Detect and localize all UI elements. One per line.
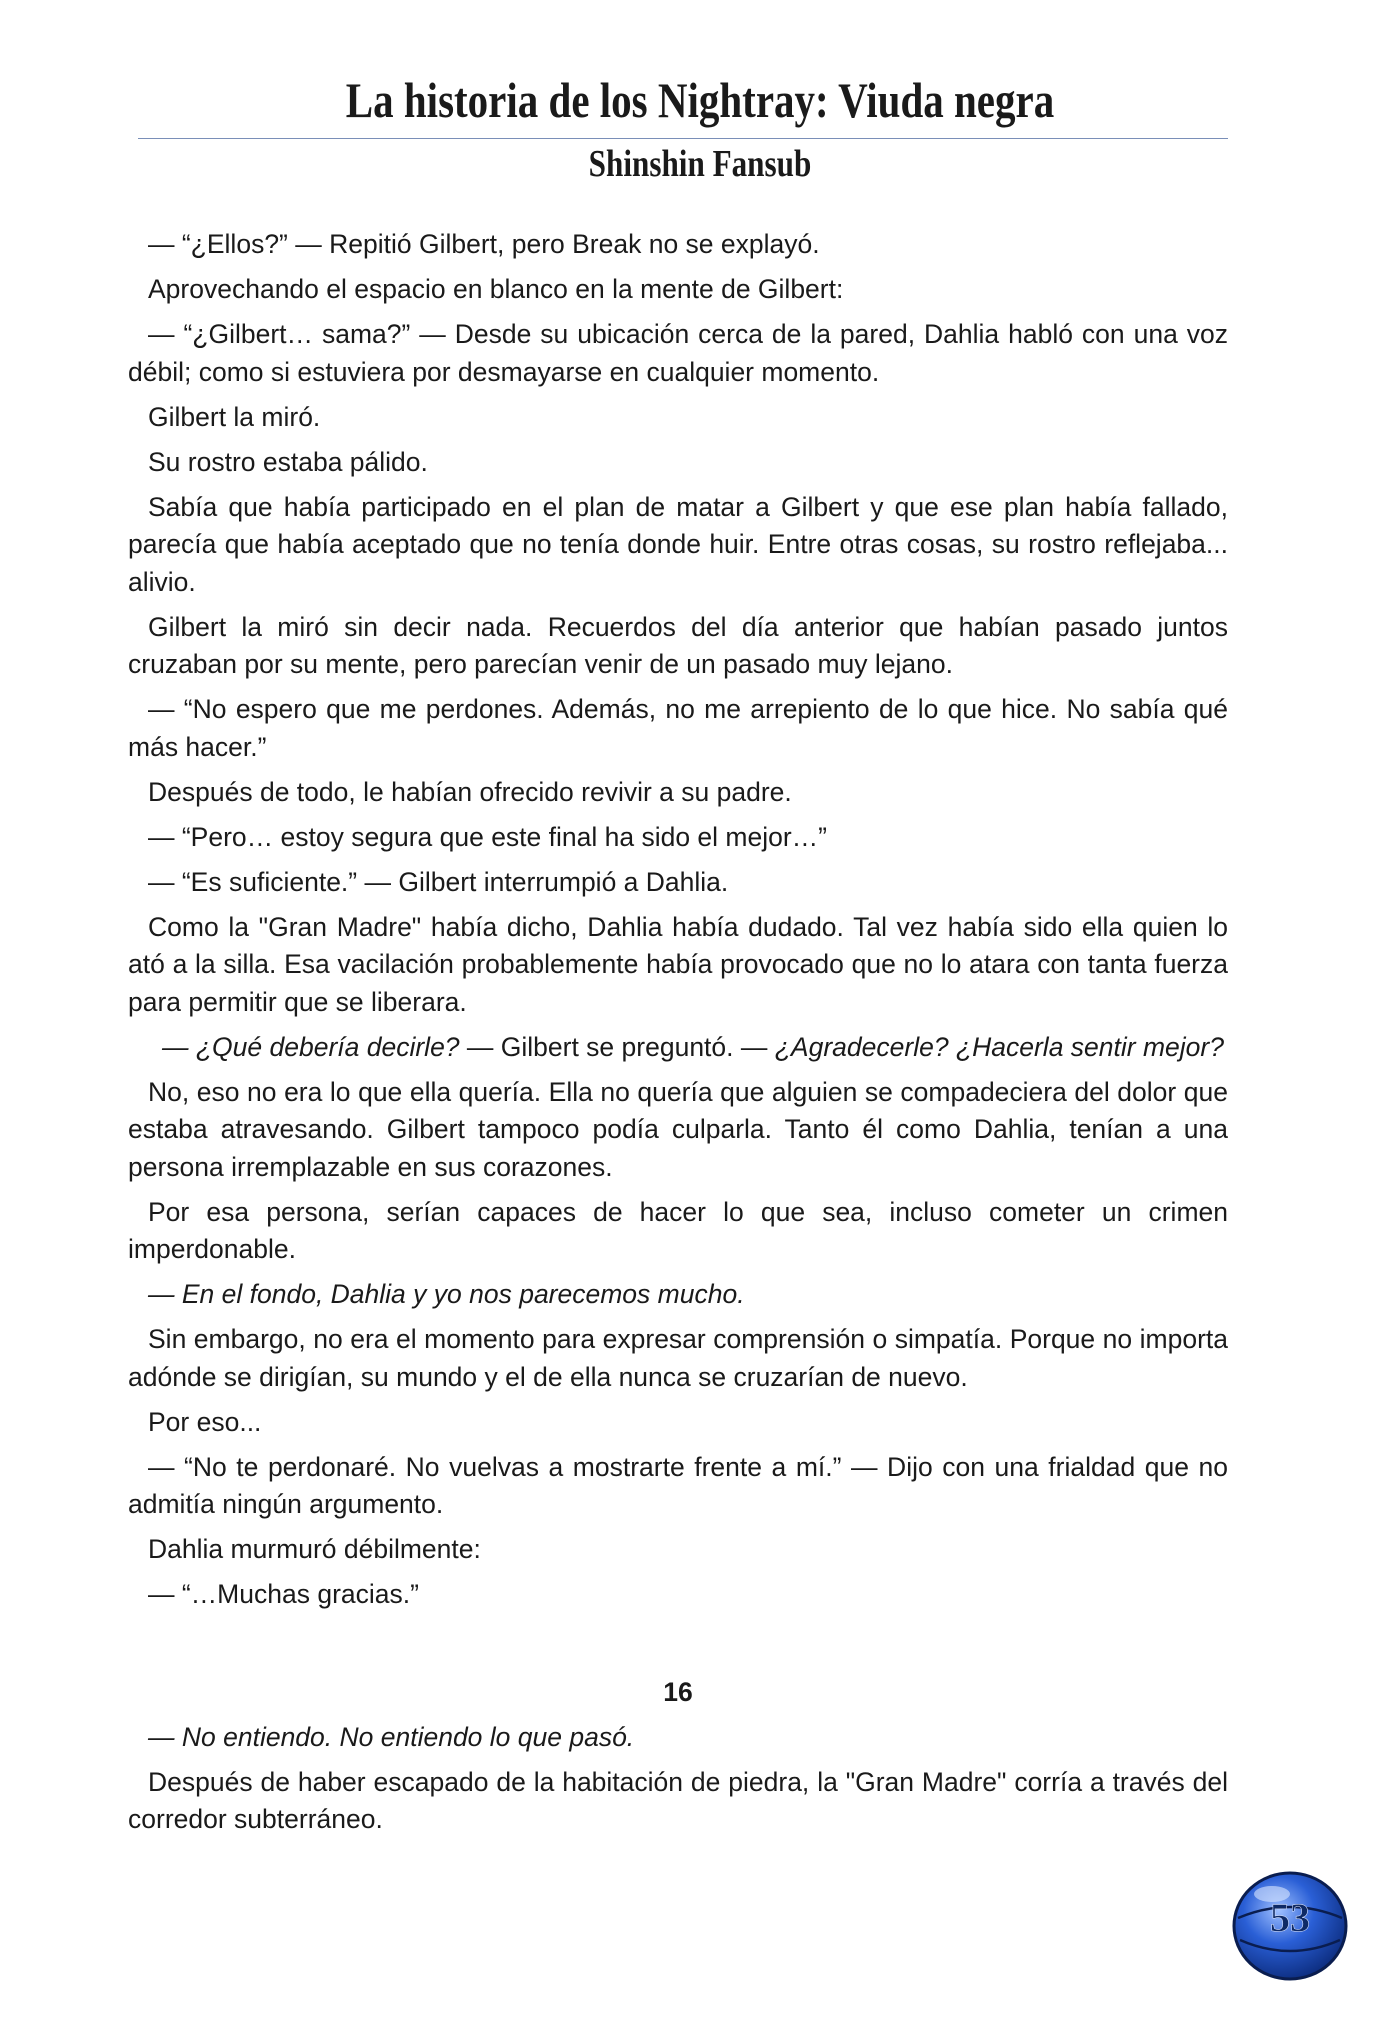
fansub-credit: Shinshin Fansub: [588, 143, 812, 185]
paragraph: Como la "Gran Madre" había dicho, Dahlia había dudado. Tal vez había sido ella quien lo ató a la silla. Esa vacilación probablemente había provocado que no lo atara con tanta fuerza para permitir que se liberara.: [128, 911, 1228, 1017]
paragraph: — “No espero que me perdones. Además, no me arrepiento de lo que hice. No sabía qué más hacer.”: [128, 694, 1228, 762]
paragraph: Su rostro estaba pálido.: [148, 446, 428, 477]
paragraph: — “No te perdonaré. No vuelvas a mostrarte frente a mí.” — Dijo con una frialdad que no admitía ningún argumento.: [128, 1451, 1228, 1519]
paragraph: Sin embargo, no era el momento para expresar comprensión o simpatía. Porque no importa adónde se dirigían, su mundo y el de ella nunca se cruzarían de nuevo.: [128, 1324, 1228, 1392]
paragraph: — “¿Ellos?” — Repitió Gilbert, pero Break no se explayó.: [148, 229, 820, 259]
italic-thought: — No entiendo. No entiendo lo que pasó.: [148, 1721, 635, 1752]
page-number-badge: [1230, 1866, 1350, 1982]
paragraph: Dahlia murmuró débilmente:: [148, 1534, 481, 1564]
paragraph: — “Pero… estoy segura que este final ha sido el mejor…”: [148, 821, 828, 852]
thought-text: ¿Agradecerle? ¿Hacerla sentir mejor?: [774, 1031, 1224, 1062]
paragraph: Gilbert la miró sin decir nada. Recuerdos del día anterior que habían pasado juntos cruzaban por su mente, pero parecían venir de un pasado muy lejano.: [128, 611, 1228, 679]
book-title: La historia de los Nightray: Viuda negra: [345, 72, 1055, 128]
chapter-number: 16: [663, 1676, 693, 1707]
paragraph: — “¿Gilbert… sama?” — Desde su ubicación cerca de la pared, Dahlia habló con una voz débil; como si estuviera por desmayarse en cualquier momento.: [128, 319, 1228, 387]
paragraph: — “Es suficiente.” — Gilbert interrumpió a Dahlia.: [148, 866, 729, 897]
thought-paragraph: [128, 1029, 1228, 1067]
paragraph: Aprovechando el espacio en blanco en la mente de Gilbert:: [148, 274, 844, 304]
narration-text: — Gilbert se preguntó. —: [459, 1031, 775, 1062]
thought-text: — ¿Qué debería decirle?: [162, 1031, 460, 1062]
italic-thought: — En el fondo, Dahlia y yo nos parecemos mucho.: [148, 1279, 745, 1309]
paragraph: No, eso no era lo que ella quería. Ella no quería que alguien se compadeciera del dolor que estaba atravesando. Gilbert tampoco podía culparla. Tanto él como Dahlia, tenían a una persona irremplazable en sus corazones.: [128, 1076, 1228, 1182]
page-number: 53: [1270, 1895, 1310, 1940]
paragraph: Por esa persona, serían capaces de hacer lo que sea, incluso cometer un crimen imperdonable.: [128, 1196, 1228, 1264]
paragraph: Por eso...: [148, 1406, 262, 1437]
paragraph: Después de todo, le habían ofrecido revivir a su padre.: [148, 776, 792, 807]
chapter-body: [128, 226, 1228, 1846]
paragraph: Gilbert la miró.: [148, 401, 321, 432]
paragraph: Sabía que había participado en el plan de matar a Gilbert y que ese plan había fallado, parecía que había aceptado que no tenía donde huir. Entre otras cosas, su rostro reflejaba... alivio.: [128, 491, 1228, 597]
paragraph: — “…Muchas gracias.”: [148, 1579, 419, 1609]
paragraph: Después de haber escapado de la habitación de piedra, la "Gran Madre" corría a través del corredor subterráneo.: [128, 1766, 1228, 1834]
